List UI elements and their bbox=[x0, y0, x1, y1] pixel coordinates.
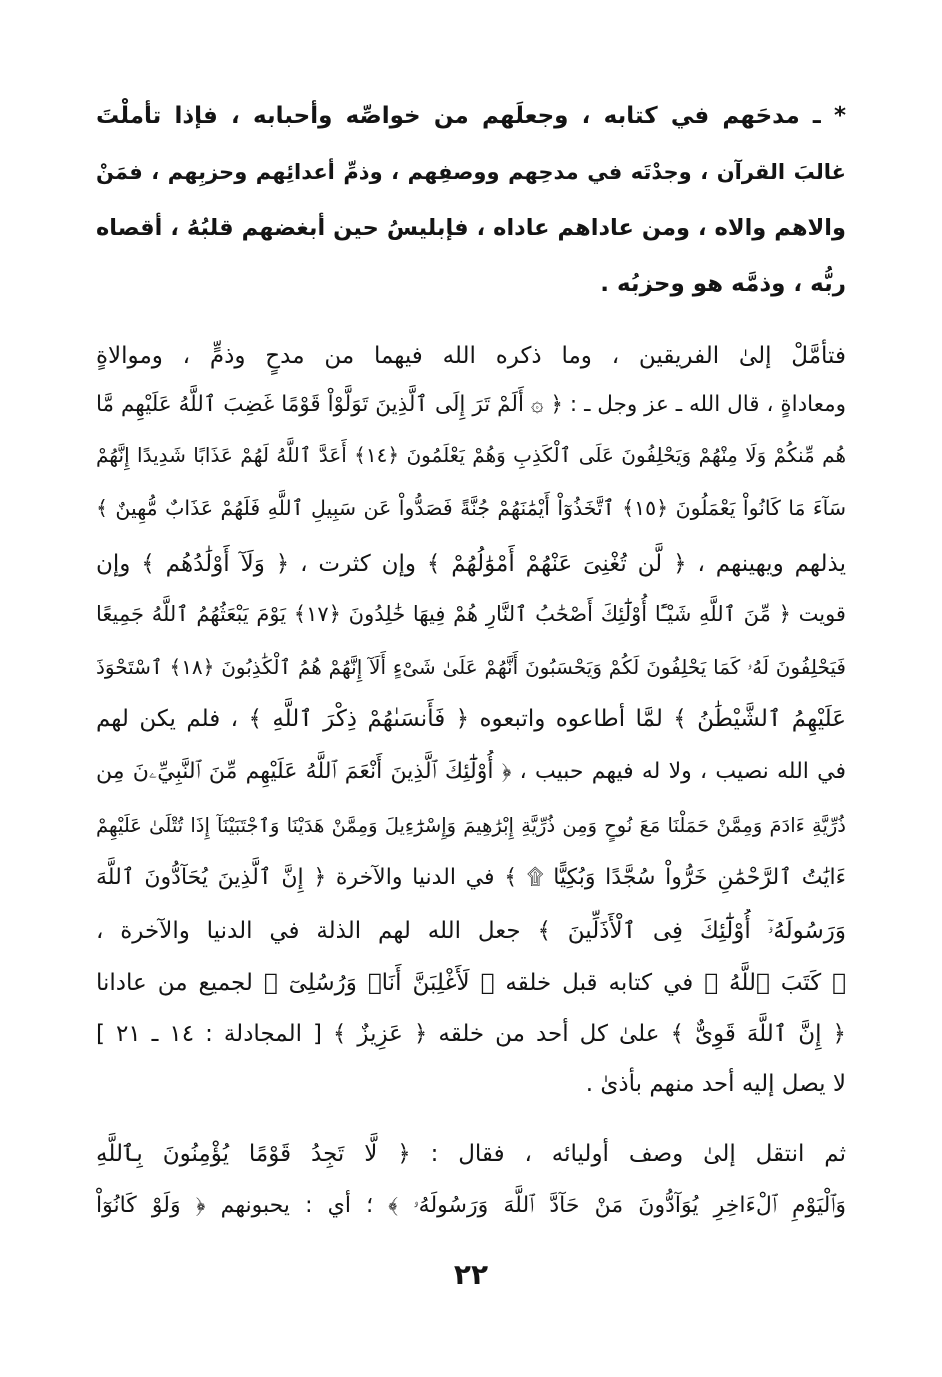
paragraph1-line-2: غالبَ القرآن ، وجدْتَه في مدحِهم ووصفِهم ، وذمِّ أعدائِهم وحزبِهم ، فمَنْ bbox=[96, 160, 846, 184]
paragraph2-line-10: ذُرِّيَّةِ ءَادَمَ وَمِمَّنْ حَمَلْنَا مَعَ نُوحٍ وَمِن ذُرِّيَّةِ إِبْرَٰهِيمَ وَإِسْرَٰٓءِيلَ وَمِمَّنْ هَدَيْنَا وَٱجْتَبَيْنَآ إِذَا تُتْلَىٰ عَلَيْهِمْ bbox=[96, 814, 846, 837]
paragraph1-line-1: * ـ مدحَهم في كتابه ، وجعلَهم من خواصِّه وأحبابه ، فإذا تأملْتَ bbox=[96, 103, 846, 129]
paragraph2-line-13: ﴿ كَتَبَ ٱللَّهُ ﴾ في كتابه قبل خلقه ﴿ لَأَغْلِبَنَّ أَنَا۠ وَرُسُلِىٓ ﴾ لجميع من عادانا bbox=[96, 970, 846, 996]
paragraph3-line-2: وَٱلْيَوْمِ ٱلْءَاخِرِ يُوَآدُّونَ مَنْ حَآدَّ ٱللَّهَ وَرَسُولَهُۥ ﴾ ؛ أي : يحبونهم ﴿ وَلَوْ كَانُوٓاْ bbox=[96, 1193, 846, 1218]
paragraph2-line-1: فتأمَّلْ إلىٰ الفريقين ، وما ذكره الله فيهما من مدحٍ وذمٍّ ، وموالاةٍ bbox=[96, 343, 846, 369]
paragraph2-line-11: ءَايَٰتُ ٱلرَّحْمَٰنِ خَرُّواْ سُجَّدًا وَبُكِيًّا ۩ ﴾ في الدنيا والآخرة ﴿ إِنَّ ٱلَّذِينَ يُحَآدُّونَ ٱللَّهَ bbox=[96, 865, 846, 890]
paragraph2-line-9: في الله نصيب ، ولا له فيهم حبيب ، ﴿ أُوْلَٰٓئِكَ ٱلَّذِينَ أَنْعَمَ ٱللَّهُ عَلَيْهِم مِّنَ ٱلنَّبِيِّۦنَ مِن bbox=[96, 759, 846, 784]
paragraph2-line-7: فَيَحْلِفُونَ لَهُۥ كَمَا يَحْلِفُونَ لَكُمْ وَيَحْسَبُونَ أَنَّهُمْ عَلَىٰ شَىْءٍ أَلَآ إِنَّهُمْ هُمُ ٱلْكَٰذِبُونَ ﴿١٨﴾ ٱسْتَحْوَذَ bbox=[96, 655, 846, 679]
paragraph2-line-2: ومعاداةٍ ، قال الله ـ عز وجل ـ : ﴿ ۞ أَلَمْ تَرَ إِلَى ٱلَّذِينَ تَوَلَّوْاْ قَوْمًا غَضِبَ ٱللَّهُ عَلَيْهِم مَّا bbox=[96, 392, 846, 417]
paragraph2-line-5: يذلهم ويهينهم ، ﴿ لَّن تُغْنِىَ عَنْهُمْ أَمْوَٰلُهُمْ ﴾ وإن كثرت ، ﴿ وَلَآ أَوْلَٰدُهُم ﴾ وإن bbox=[96, 551, 846, 577]
paragraph2-line-8: عَلَيْهِمُ ٱلشَّيْطَٰنُ ﴾ لمَّا أطاعوه واتبعوه ﴿ فَأَنسَىٰهُمْ ذِكْرَ ٱللَّهِ ﴾ ، فلم يكن لهم bbox=[96, 706, 846, 732]
page-number: ٢٢ bbox=[453, 1258, 489, 1291]
paragraph2-line-4: سَآءَ مَا كَانُواْ يَعْمَلُونَ ﴿١٥﴾ ٱتَّخَذُوٓاْ أَيْمَٰنَهُمْ جُنَّةً فَصَدُّواْ عَن سَبِيلِ ٱللَّهِ فَلَهُمْ عَذَابٌ مُّهِينٌ ﴾ bbox=[96, 496, 846, 520]
paragraph2-line-6: قويت ﴿ مِّنَ ٱللَّهِ شَيْـًٔا أُوْلَٰٓئِكَ أَصْحَٰبُ ٱلنَّارِ هُمْ فِيهَا خَٰلِدُونَ ﴿١٧﴾ يَوْمَ يَبْعَثُهُمُ ٱللَّهُ جَمِيعًا bbox=[96, 602, 846, 626]
paragraph2-line-14: ﴿ إِنَّ ٱللَّهَ قَوِىٌّ ﴾ علىٰ كل أحد من خلقه ﴿ عَزِيزٌ ﴾ [ المجادلة : ١٤ ـ ٢١ ] bbox=[96, 1021, 846, 1047]
paragraph2-line-15: لا يصل إليه أحد منهم بأذىٰ . bbox=[585, 1071, 846, 1097]
paragraph1-line-3: والاهم والاه ، ومن عاداهم عاداه ، فإبليسُ حين أبغضهم قلبُهُ ، أقصاه bbox=[96, 215, 846, 241]
paragraph1-line-4: ربُّه ، وذمَّه هو وحزبُه . bbox=[600, 271, 846, 297]
paragraph2-line-12: وَرَسُولَهُۥٓ أُوْلَٰٓئِكَ فِى ٱلْأَذَلِّينَ ﴾ جعل الله لهم الذلة في الدنيا والآخرة ، bbox=[96, 918, 846, 944]
paragraph3-line-1: ثم انتقل إلىٰ وصف أوليائه ، فقال : ﴿ لَّا تَجِدُ قَوْمًا يُؤْمِنُونَ بِٱللَّهِ bbox=[96, 1141, 846, 1167]
paragraph2-line-3: هُم مِّنكُمْ وَلَا مِنْهُمْ وَيَحْلِفُونَ عَلَى ٱلْكَذِبِ وَهُمْ يَعْلَمُونَ ﴿١٤﴾ أَعَدَّ ٱللَّهُ لَهُمْ عَذَابًا شَدِيدًا إِنَّهُمْ bbox=[96, 443, 846, 467]
